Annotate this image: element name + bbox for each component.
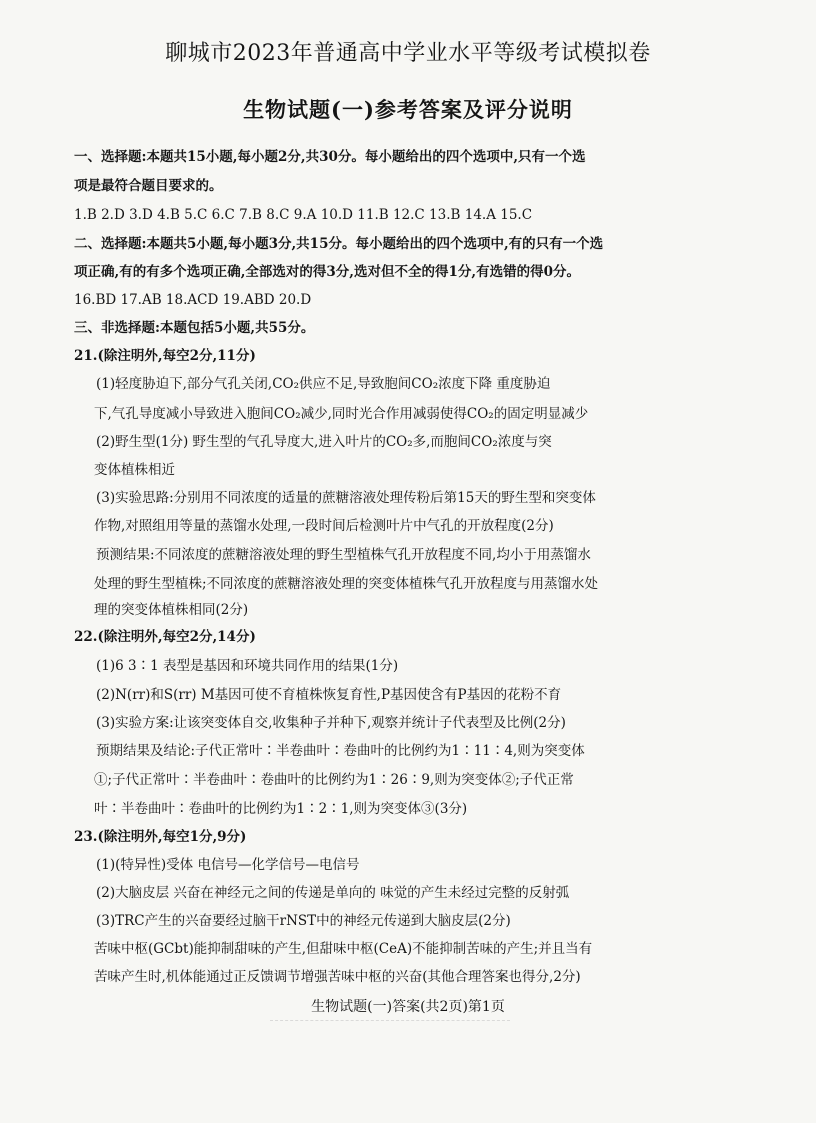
q21-line: 预测结果:不同浓度的蔗糖溶液处理的野生型植株气孔开放程度不同,均小于用蒸馏水: [96, 547, 591, 563]
q22-line: (2)N(rr)和S(rr) M基因可使不育植株恢复育性,P基因使含有P基因的花粉不育: [96, 687, 562, 703]
exam-title: 聊城市2023年普通高中学业水平等级考试模拟卷: [165, 41, 651, 66]
page-footer: 生物试题(一)答案(共2页)第1页: [311, 999, 505, 1015]
q23-line: (2)大脑皮层 兴奋在神经元之间的传递是单向的 味觉的产生未经过完整的反射弧: [96, 885, 570, 901]
q23-line: 苦味中枢(GCbt)能抑制甜味的产生,但甜味中枢(CeA)不能抑制苦味的产生;并且当有: [94, 941, 593, 957]
q21-line: 变体植株相近: [94, 462, 175, 478]
q21-line: 作物,对照组用等量的蒸馏水处理,一段时间后检测叶片中气孔的开放程度(2分): [94, 518, 554, 534]
q21-heading: 21.(除注明外,每空2分,11分): [74, 348, 256, 364]
section-1-heading-cont: 项是最符合题目要求的。: [74, 178, 223, 194]
faded-stamp-mark: [270, 1020, 510, 1033]
mc-answers-1-15: 1.B 2.D 3.D 4.B 5.C 6.C 7.B 8.C 9.A 10.D 11.B 12.C 13.B 14.A 15.C: [74, 207, 533, 223]
q22-line: (1)6 3∶1 表型是基因和环境共同作用的结果(1分): [96, 658, 399, 674]
answer-subtitle: 生物试题(一)参考答案及评分说明: [243, 97, 573, 122]
q22-line: 叶∶半卷曲叶∶卷曲叶的比例约为1∶2∶1,则为突变体③(3分): [94, 801, 468, 817]
q21-line: (2)野生型(1分) 野生型的气孔导度大,进入叶片的CO₂多,而胞间CO₂浓度与突: [96, 434, 552, 450]
q23-line: (1)(特异性)受体 电信号—化学信号—电信号: [96, 857, 360, 873]
q21-line: (1)轻度胁迫下,部分气孔关闭,CO₂供应不足,导致胞间CO₂浓度下降 重度胁迫: [96, 376, 551, 392]
q22-line: (3)实验方案:让该突变体自交,收集种子并种下,观察并统计子代表型及比例(2分): [96, 715, 566, 731]
q21-line: 理的突变体植株相同(2分): [94, 602, 249, 618]
section-2-heading: 二、选择题:本题共5小题,每小题3分,共15分。每小题给出的四个选项中,有的只有一个选: [74, 236, 604, 252]
q23-line: 苦味产生时,机体能通过正反馈调节增强苦味中枢的兴奋(其他合理答案也得分,2分): [94, 969, 581, 985]
q22-line: 预期结果及结论:子代正常叶∶半卷曲叶∶卷曲叶的比例约为1∶11∶4,则为突变体: [96, 743, 585, 759]
section-2-heading-cont: 项正确,有的有多个选项正确,全部选对的得3分,选对但不全的得1分,有选错的得0分。: [74, 264, 580, 280]
mc-answers-16-20: 16.BD 17.AB 18.ACD 19.ABD 20.D: [74, 292, 312, 308]
q22-line: ①;子代正常叶∶半卷曲叶∶卷曲叶的比例约为1∶26∶9,则为突变体②;子代正常: [94, 772, 574, 788]
q22-heading: 22.(除注明外,每空2分,14分): [74, 629, 256, 645]
q21-line: 下,气孔导度减小导致进入胞间CO₂减少,同时光合作用减弱使得CO₂的固定明显减少: [94, 406, 589, 422]
q23-heading: 23.(除注明外,每空1分,9分): [74, 829, 247, 845]
section-3-heading: 三、非选择题:本题包括5小题,共55分。: [74, 320, 315, 336]
q21-line: 处理的野生型植株;不同浓度的蔗糖溶液处理的突变体植株气孔开放程度与用蒸馏水处: [94, 576, 599, 592]
q23-line: (3)TRC产生的兴奋要经过脑干rNST中的神经元传递到大脑皮层(2分): [96, 913, 511, 929]
section-1-heading: 一、选择题:本题共15小题,每小题2分,共30分。每小题给出的四个选项中,只有一个选: [74, 149, 586, 165]
q21-line: (3)实验思路:分别用不同浓度的适量的蔗糖溶液处理传粉后第15天的野生型和突变体: [96, 490, 596, 506]
